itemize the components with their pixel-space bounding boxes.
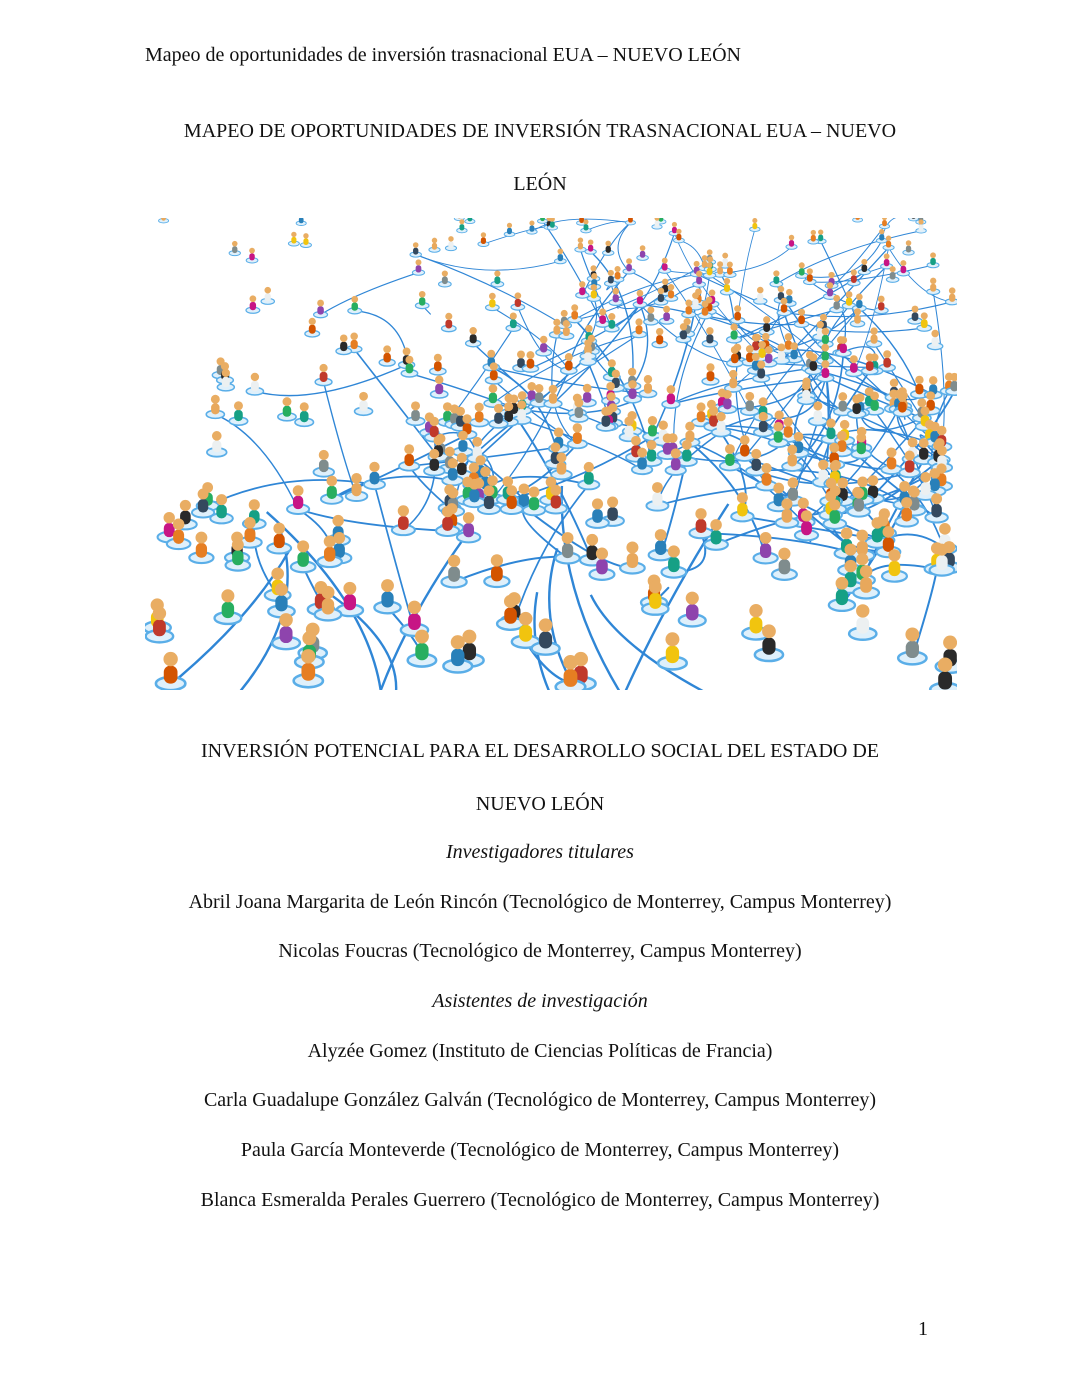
person-node <box>620 542 645 574</box>
person-node <box>625 218 635 225</box>
person-node <box>754 287 767 304</box>
person-node <box>852 293 866 311</box>
document-title <box>100 120 980 196</box>
person-node <box>429 238 440 253</box>
person-node <box>538 218 548 223</box>
person-node <box>786 235 797 249</box>
title-line: MAPEO DE OPORTUNIDADES DE INVERSIÓN TRASNACIONAL EUA – NUEVO <box>183 120 897 142</box>
research-assistants-heading: Asistentes de investigación <box>432 990 648 1013</box>
person-node <box>637 245 649 260</box>
person-node <box>392 505 415 535</box>
subtitle-line: INVERSIÓN POTENCIAL PARA EL DESARROLLO SOCIAL DEL ESTADO DE <box>200 740 880 762</box>
person-node <box>442 313 457 332</box>
person-node <box>484 554 509 587</box>
person-node <box>578 462 599 489</box>
person-node <box>750 218 760 231</box>
person-node <box>229 401 247 425</box>
person-node <box>849 604 876 640</box>
person-node <box>881 447 901 474</box>
person-node <box>189 532 213 563</box>
person-node <box>229 241 240 256</box>
person-node <box>486 293 500 311</box>
page-number: 1 <box>918 1318 928 1340</box>
person-node <box>246 373 263 395</box>
person-node <box>702 363 719 385</box>
research-assistant: Blanca Esmeralda Perales Guerrero (Tecnológico de Monterrey, Campus Monterrey) <box>200 1188 880 1211</box>
person-node <box>506 313 521 332</box>
person-node <box>652 328 667 348</box>
person-node <box>853 218 863 222</box>
person-node <box>415 291 429 309</box>
person-node <box>659 258 671 274</box>
person-node <box>568 304 582 322</box>
research-assistant: Paula García Monteverde (Tecnológico de Monterrey, Campus Monterrey) <box>240 1139 840 1162</box>
person-node <box>336 334 351 354</box>
person-node <box>586 498 609 527</box>
lead-researcher: Nicolas Foucras (Tecnológico de Monterrey, Campus Monterrey) <box>278 940 802 963</box>
person-node <box>809 401 827 425</box>
person-node <box>314 450 335 477</box>
person-node <box>346 473 368 501</box>
person-node <box>759 316 774 335</box>
lead-researchers-heading: Investigadores titulares <box>446 841 634 863</box>
person-node <box>287 485 309 514</box>
person-node <box>246 295 260 313</box>
person-node <box>741 392 759 415</box>
person-node <box>478 232 489 246</box>
person-node <box>412 259 424 275</box>
person-node <box>315 364 332 386</box>
person-node <box>430 354 446 375</box>
person-node <box>898 627 926 664</box>
person-node <box>207 431 227 457</box>
person-node <box>731 492 753 521</box>
lead-researcher: Abril Joana Margarita de León Rincón (Tecnológico de Monterrey, Campus Monterrey) <box>188 890 892 913</box>
person-node <box>445 236 456 251</box>
person-node <box>575 237 586 252</box>
running-header: Mapeo de oportunidades de inversión trasnacional EUA – NUEVO LEÓN <box>145 44 741 66</box>
person-node <box>633 290 647 308</box>
person-node <box>658 632 687 669</box>
network-link <box>679 240 705 268</box>
people-network-illustration <box>145 218 957 690</box>
person-node <box>876 229 887 243</box>
person-node <box>379 345 395 366</box>
person-node <box>796 262 808 278</box>
person-node <box>554 249 566 264</box>
person-node <box>689 508 712 538</box>
research-assistant: Alyzée Gomez (Instituto de Ciencias Políticas de Francia) <box>307 1039 773 1062</box>
person-node <box>585 239 596 254</box>
person-node <box>484 384 502 407</box>
person-node <box>296 218 306 226</box>
credits-section <box>100 840 980 1238</box>
person-node <box>159 218 169 223</box>
person-node <box>300 233 311 247</box>
person-node <box>644 306 658 325</box>
person-node <box>927 252 939 267</box>
person-node <box>288 232 299 246</box>
person-node <box>466 327 481 347</box>
person-node <box>770 270 783 286</box>
document-subtitle <box>100 740 980 816</box>
person-node <box>504 223 515 237</box>
person-node <box>465 218 475 224</box>
person-node <box>215 589 242 624</box>
person-node <box>772 548 797 580</box>
person-node <box>660 306 674 324</box>
research-assistant: Carla Guadalupe González Galván (Tecnológico de Monterrey, Campus Monterrey) <box>203 1089 877 1112</box>
person-node <box>267 523 291 554</box>
person-node <box>206 395 224 419</box>
person-node <box>246 248 258 263</box>
person-node <box>406 401 424 425</box>
person-node <box>897 260 909 276</box>
network-link <box>321 273 419 315</box>
subtitle-line: NUEVO LEÓN <box>475 793 605 815</box>
person-node <box>442 555 467 588</box>
person-node <box>879 350 895 371</box>
person-node <box>679 592 706 627</box>
person-node <box>576 281 589 298</box>
person-node <box>305 318 320 337</box>
network-link <box>483 227 549 244</box>
person-node <box>556 532 580 563</box>
person-node <box>278 397 296 421</box>
person-node <box>156 652 185 690</box>
person-node <box>374 579 400 613</box>
person-node <box>314 300 328 318</box>
person-node <box>491 270 504 286</box>
person-node <box>431 376 448 398</box>
network-link <box>810 265 933 282</box>
title-line: LEÓN <box>513 173 567 195</box>
person-node <box>927 278 940 295</box>
person-node <box>295 402 313 426</box>
person-node <box>561 353 577 374</box>
person-node <box>881 253 893 268</box>
network-link <box>215 414 298 509</box>
person-node <box>639 375 656 397</box>
network-link <box>657 486 766 506</box>
person-node <box>649 529 673 560</box>
person-node <box>399 444 419 470</box>
person-node <box>568 423 587 448</box>
person-node <box>355 392 373 415</box>
person-node <box>945 287 957 304</box>
person-node <box>908 306 922 324</box>
person-node <box>544 385 562 408</box>
person-node <box>903 240 914 255</box>
person-node <box>439 270 452 286</box>
person-node <box>410 242 421 257</box>
person-node <box>261 287 274 304</box>
person-node <box>527 221 537 235</box>
person-node <box>808 230 819 244</box>
